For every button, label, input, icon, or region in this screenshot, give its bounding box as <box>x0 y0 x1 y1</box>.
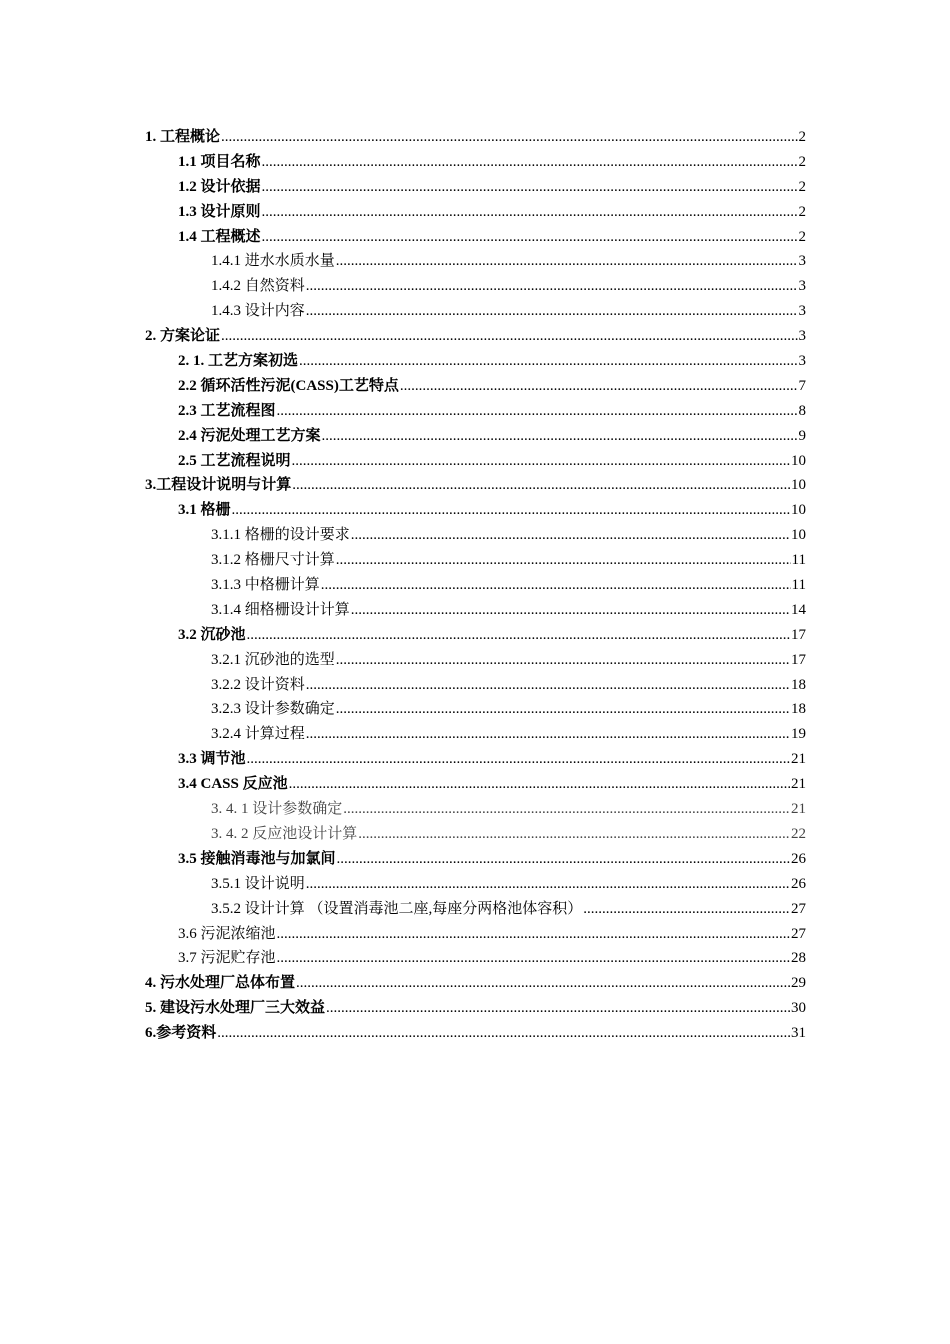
toc-entry-title: 4. 污水处理厂总体布置 <box>145 975 296 992</box>
toc-entry-page-number: 26 <box>791 875 806 892</box>
toc-dot-leader <box>326 996 790 1021</box>
toc-entry[interactable] <box>145 324 806 349</box>
toc-entry-title: 3.1 格栅 <box>178 502 231 519</box>
toc-entry-page-number: 3 <box>798 303 806 320</box>
toc-dot-leader <box>351 598 790 623</box>
toc-dot-leader <box>306 673 790 698</box>
toc-entry-page-number: 30 <box>791 1000 806 1017</box>
toc-entry[interactable] <box>145 175 806 200</box>
toc-entry[interactable] <box>145 299 806 324</box>
toc-entry-page-number: 27 <box>791 925 806 942</box>
toc-entry[interactable] <box>145 225 806 250</box>
toc-entry-title: 3.3 调节池 <box>178 751 246 768</box>
toc-dot-leader <box>336 648 790 673</box>
toc-entry-title: 2.4 污泥处理工艺方案 <box>178 427 321 444</box>
toc-dot-leader <box>289 772 790 797</box>
toc-entry[interactable] <box>145 996 806 1021</box>
toc-entry-page-number: 3 <box>798 328 806 345</box>
toc-entry-page-number: 17 <box>791 651 806 668</box>
toc-entry-page-number: 11 <box>791 552 806 569</box>
toc-entry-title: 1.4 工程概述 <box>178 228 261 245</box>
toc-dot-leader <box>337 847 790 872</box>
toc-dot-leader <box>306 872 790 897</box>
toc-entry-page-number: 3 <box>798 353 806 370</box>
toc-dot-leader <box>247 747 790 772</box>
toc-dot-leader <box>292 449 790 474</box>
toc-entry-title: 1.3 设计原则 <box>178 203 261 220</box>
toc-dot-leader <box>262 175 798 200</box>
toc-entry-title: 3.2.1 沉砂池的选型 <box>211 651 335 668</box>
toc-dot-leader <box>336 697 790 722</box>
toc-entry-page-number: 7 <box>798 377 806 394</box>
toc-dot-leader <box>292 473 790 498</box>
toc-entry[interactable] <box>145 797 806 822</box>
toc-entry-page-number: 3 <box>798 253 806 270</box>
toc-dot-leader <box>296 971 790 996</box>
toc-dot-leader <box>321 573 791 598</box>
toc-entry-page-number: 27 <box>791 900 806 917</box>
toc-entry-page-number: 21 <box>791 801 806 818</box>
toc-entry-title: 3.7 污泥贮存池 <box>178 950 276 967</box>
toc-entry-page-number: 2 <box>798 203 806 220</box>
toc-dot-leader <box>221 324 797 349</box>
toc-dot-leader <box>277 946 790 971</box>
toc-entry[interactable] <box>145 498 806 523</box>
toc-entry-page-number: 2 <box>798 228 806 245</box>
toc-entry[interactable] <box>145 847 806 872</box>
toc-entry[interactable] <box>145 399 806 424</box>
toc-dot-leader <box>322 424 798 449</box>
toc-entry[interactable] <box>145 523 806 548</box>
toc-entry-page-number: 14 <box>791 601 806 618</box>
toc-dot-leader <box>343 797 790 822</box>
toc-entry-title: 3.2 沉砂池 <box>178 626 246 643</box>
toc-entry-page-number: 10 <box>791 527 806 544</box>
toc-entry[interactable] <box>145 922 806 947</box>
toc-entry-title: 1.1 项目名称 <box>178 153 261 170</box>
toc-dot-leader <box>583 897 790 922</box>
toc-entry[interactable] <box>145 772 806 797</box>
toc-entry[interactable] <box>145 697 806 722</box>
toc-dot-leader <box>358 822 790 847</box>
toc-entry-page-number: 29 <box>791 975 806 992</box>
toc-entry[interactable] <box>145 548 806 573</box>
toc-dot-leader <box>351 523 790 548</box>
toc-dot-leader <box>232 498 790 523</box>
toc-entry-page-number: 18 <box>791 701 806 718</box>
toc-entry[interactable] <box>145 449 806 474</box>
toc-entry[interactable] <box>145 374 806 399</box>
toc-entry-title: 1.4.2 自然资料 <box>211 278 305 295</box>
toc-entry-page-number: 17 <box>791 626 806 643</box>
toc-entry-page-number: 19 <box>791 726 806 743</box>
toc-dot-leader <box>400 374 798 399</box>
toc-entry-title: 3. 4. 2 反应池设计计算 <box>211 825 358 842</box>
toc-entry-title: 3.4 CASS 反应池 <box>178 776 288 793</box>
toc-entry-title: 2.5 工艺流程说明 <box>178 452 291 469</box>
toc-entry-title: 2. 方案论证 <box>145 328 221 345</box>
toc-entry-page-number: 10 <box>791 502 806 519</box>
toc-entry[interactable] <box>145 722 806 747</box>
toc-entry-title: 3.1.2 格栅尺寸计算 <box>211 552 335 569</box>
toc-entry-page-number: 26 <box>791 850 806 867</box>
toc-entry-title: 3.5 接触消毒池与加氯间 <box>178 850 336 867</box>
toc-entry[interactable] <box>145 573 806 598</box>
toc-dot-leader <box>336 548 791 573</box>
toc-entry[interactable] <box>145 424 806 449</box>
toc-entry[interactable] <box>145 125 806 150</box>
toc-entry[interactable] <box>145 349 806 374</box>
toc-entry[interactable] <box>145 200 806 225</box>
toc-entry-title: 1. 工程概论 <box>145 129 221 145</box>
toc-entry-title: 2.3 工艺流程图 <box>178 402 276 419</box>
toc-dot-leader <box>306 299 798 324</box>
toc-entry-title: 3.1.4 细格栅设计计算 <box>211 601 350 618</box>
toc-entry[interactable] <box>145 673 806 698</box>
toc-entry-title: 2. 1. 工艺方案初选 <box>178 353 299 370</box>
toc-entry[interactable] <box>145 897 806 922</box>
toc-dot-leader <box>277 399 798 424</box>
toc-entry[interactable] <box>145 1021 806 1046</box>
toc-entry-title: 6.参考资料 <box>145 1025 217 1042</box>
toc-entry-title: 1.2 设计依据 <box>178 178 261 195</box>
toc-entry-title: 3.5.2 设计计算 （设置消毒池二座,每座分两格池体容积） <box>211 900 583 917</box>
toc-entry-page-number: 28 <box>791 950 806 967</box>
toc-dot-leader <box>306 274 798 299</box>
toc-entry-title: 3.1.3 中格栅计算 <box>211 577 320 594</box>
toc-entry-title: 2.2 循环活性污泥(CASS)工艺特点 <box>178 377 399 394</box>
toc-entry[interactable] <box>145 822 806 847</box>
toc-entry[interactable] <box>145 971 806 996</box>
toc-entry-page-number: 8 <box>798 402 806 419</box>
toc-entry-title: 1.4.1 进水水质水量 <box>211 253 335 270</box>
toc-dot-leader <box>336 249 798 274</box>
toc-entry-page-number: 10 <box>791 477 806 494</box>
toc-entry-page-number: 10 <box>791 452 806 469</box>
table-of-contents <box>145 125 806 1046</box>
toc-entry-page-number: 11 <box>791 577 806 594</box>
toc-entry[interactable] <box>145 623 806 648</box>
toc-entry-page-number: 18 <box>791 676 806 693</box>
toc-entry[interactable] <box>145 747 806 772</box>
toc-entry-title: 3.1.1 格栅的设计要求 <box>211 527 350 544</box>
toc-entry[interactable] <box>145 872 806 897</box>
toc-entry-title: 3.2.3 设计参数确定 <box>211 701 335 718</box>
toc-dot-leader <box>247 623 790 648</box>
toc-entry-title: 3. 4. 1 设计参数确定 <box>211 801 343 818</box>
toc-entry[interactable] <box>145 150 806 175</box>
toc-dot-leader <box>306 722 790 747</box>
toc-entry[interactable] <box>145 473 806 498</box>
toc-entry-title: 3.2.2 设计资料 <box>211 676 305 693</box>
toc-entry-page-number: 2 <box>798 153 806 170</box>
toc-dot-leader <box>262 150 798 175</box>
toc-entry-title: 3.工程设计说明与计算 <box>145 477 292 494</box>
toc-entry-page-number: 3 <box>798 278 806 295</box>
toc-entry-page-number: 2 <box>798 129 806 145</box>
toc-entry-page-number: 31 <box>791 1025 806 1042</box>
toc-dot-leader <box>217 1021 790 1046</box>
toc-entry[interactable] <box>145 598 806 623</box>
toc-dot-leader <box>221 125 797 150</box>
toc-entry[interactable] <box>145 274 806 299</box>
toc-dot-leader <box>262 200 798 225</box>
toc-entry-title: 3.2.4 计算过程 <box>211 726 305 743</box>
toc-entry[interactable] <box>145 946 806 971</box>
toc-entry-title: 1.4.3 设计内容 <box>211 303 305 320</box>
toc-entry-page-number: 2 <box>798 178 806 195</box>
toc-entry-title: 5. 建设污水处理厂三大效益 <box>145 1000 326 1017</box>
toc-entry-page-number: 21 <box>791 751 806 768</box>
toc-entry-page-number: 22 <box>791 825 806 842</box>
toc-entry[interactable] <box>145 648 806 673</box>
toc-dot-leader <box>262 225 798 250</box>
toc-entry-page-number: 21 <box>791 776 806 793</box>
toc-entry-page-number: 9 <box>798 427 806 444</box>
toc-entry-title: 3.6 污泥浓缩池 <box>178 925 276 942</box>
toc-entry-title: 3.5.1 设计说明 <box>211 875 305 892</box>
toc-dot-leader <box>277 922 790 947</box>
toc-entry[interactable] <box>145 249 806 274</box>
toc-dot-leader <box>299 349 797 374</box>
